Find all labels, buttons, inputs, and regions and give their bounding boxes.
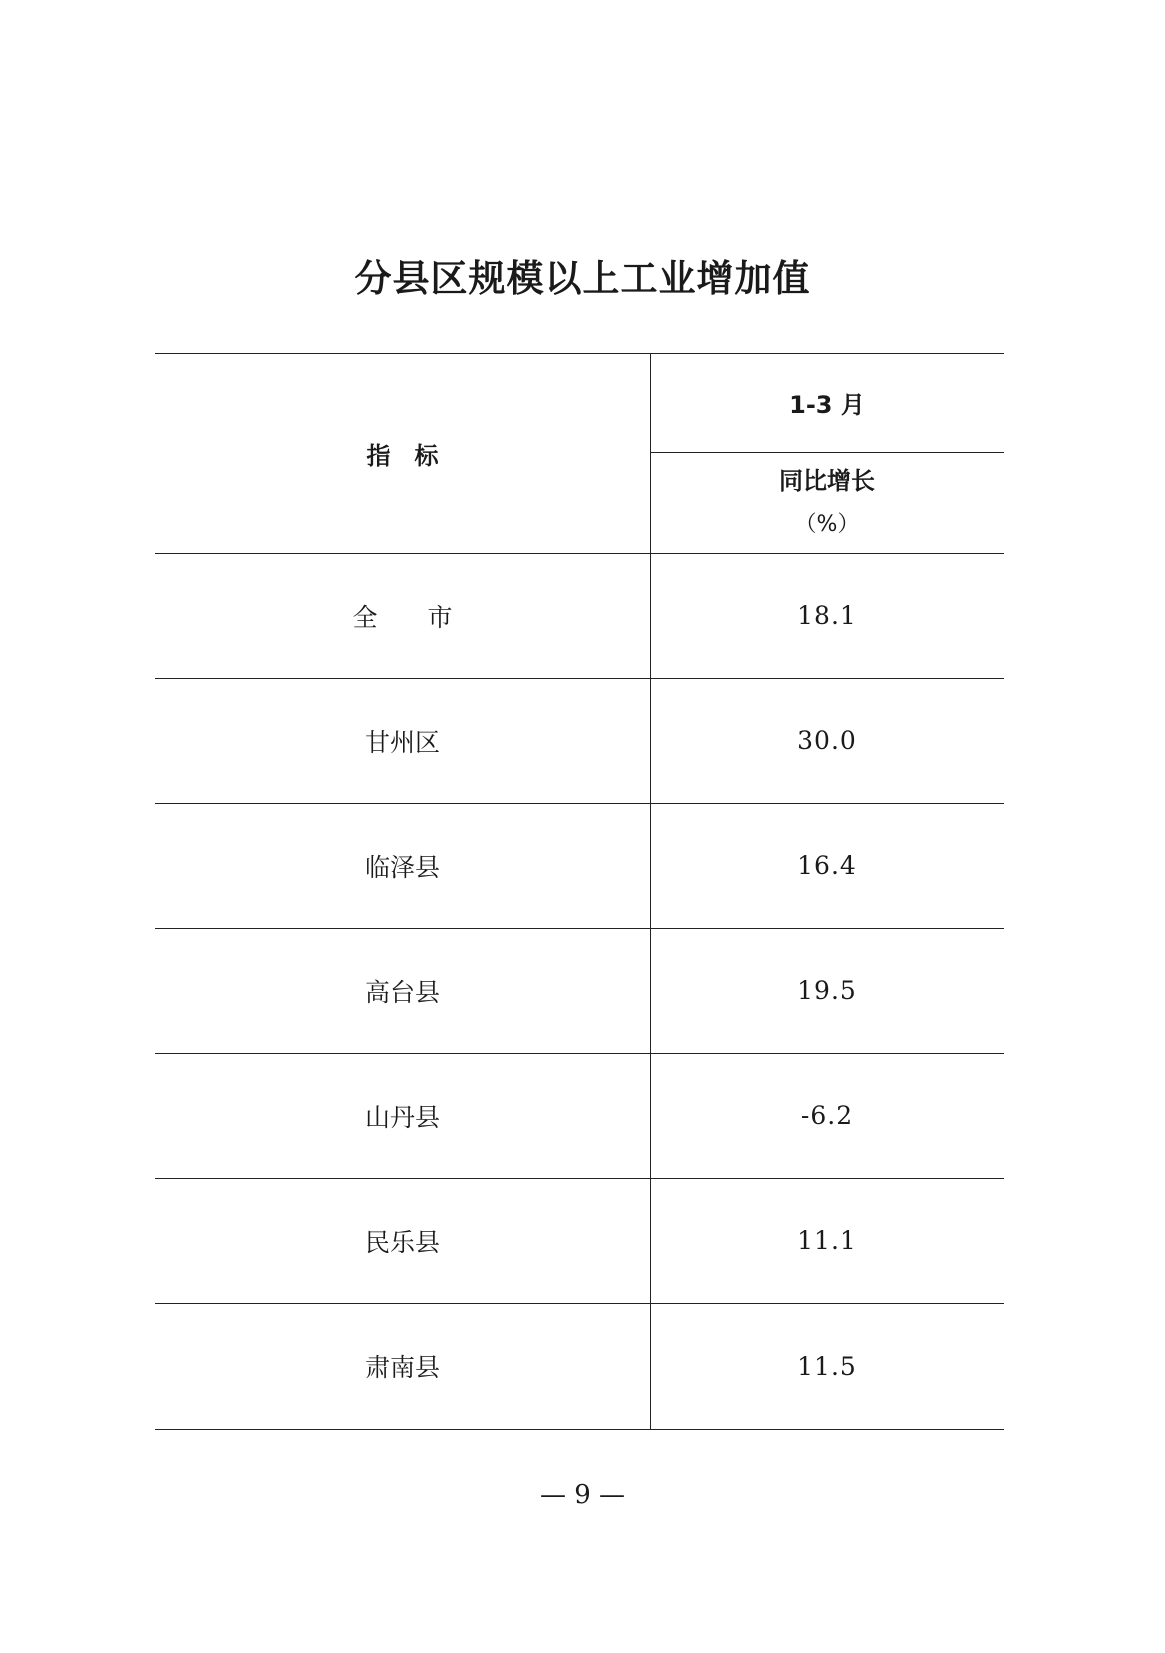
row-name: 临泽县 [364, 852, 440, 882]
row-value: 11.1 [797, 1226, 857, 1255]
header-period: 1-3 月 [789, 391, 865, 419]
row-value: 16.4 [797, 851, 857, 880]
row-name: 民乐县 [364, 1227, 440, 1257]
row-value: 18.1 [797, 601, 857, 630]
row-name: 肃南县 [364, 1353, 440, 1382]
row-value: 30.0 [797, 726, 857, 755]
row-name: 全 市 [352, 602, 453, 632]
row-value: 19.5 [797, 976, 857, 1005]
page-title: 分县区规模以上工业增加值 [354, 257, 811, 300]
row-value: 11.5 [797, 1351, 857, 1381]
header-growth [650, 452, 1004, 553]
header-growth-unit: （%） [794, 511, 860, 537]
row-name: 甘州区 [364, 727, 440, 757]
row-value: -6.2 [800, 1101, 854, 1130]
header-growth-label: 同比增长 [779, 466, 875, 495]
page-number: — 9 — [539, 1480, 626, 1510]
table-bottom-rule [155, 1429, 1004, 1430]
row-name: 山丹县 [364, 1102, 440, 1132]
header-indicator: 指 标 [366, 441, 439, 470]
row-name: 高台县 [364, 977, 440, 1007]
